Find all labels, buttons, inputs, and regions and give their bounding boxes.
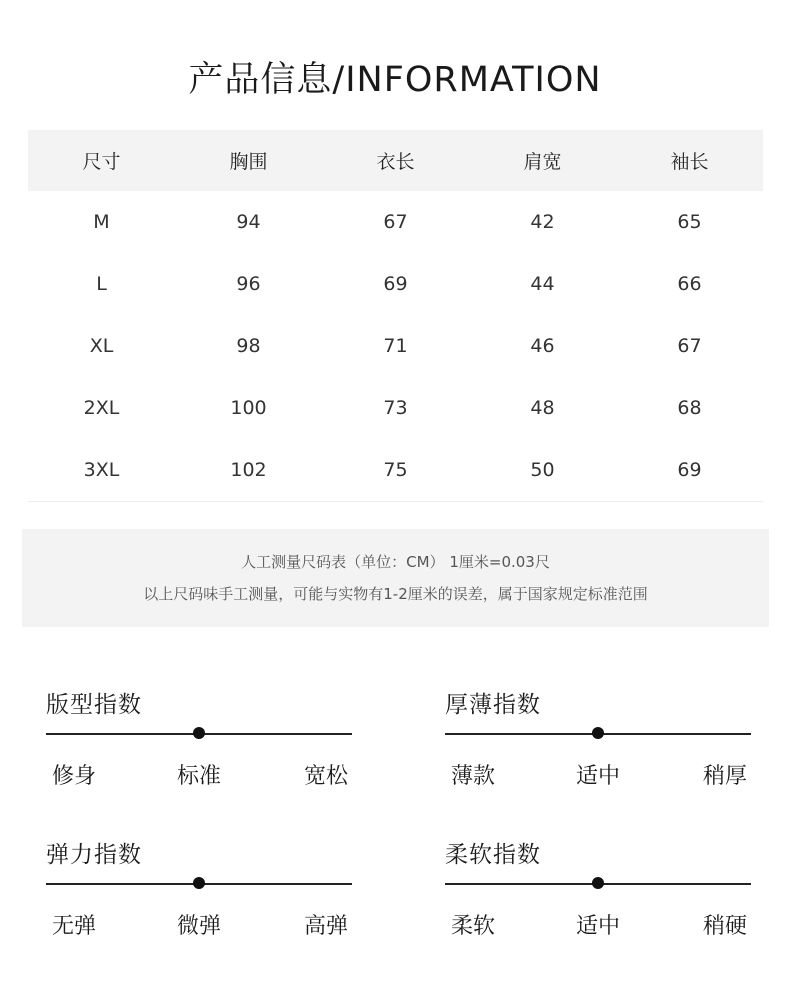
table-header-row [28, 130, 763, 191]
table-row [28, 253, 763, 315]
cell-shoulder: 50 [469, 439, 616, 502]
header-length: 衣长 [322, 130, 469, 191]
thickness-index-marker [592, 727, 604, 739]
fit-option-slim: 修身 [52, 764, 97, 789]
table-row [28, 315, 763, 377]
fit-index-label: 版型指数 [46, 692, 142, 718]
header-size: 尺寸 [28, 130, 175, 191]
elasticity-option-none: 无弹 [52, 914, 97, 939]
page-title: 产品信息/INFORMATION [188, 60, 602, 100]
cell-length: 71 [383, 335, 408, 357]
header-chest: 胸围 [175, 130, 322, 191]
elasticity-option-high: 高弹 [303, 914, 348, 939]
cell-sleeve: 67 [677, 335, 702, 357]
note-line-disclaimer: 以上尺码味手工测量，可能与实物有1-2厘米的误差，属于国家规定标准范围 [143, 585, 648, 603]
header-shoulder: 肩宽 [469, 130, 616, 191]
table-row [28, 439, 763, 502]
softness-index [445, 836, 751, 956]
softness-index-label: 柔软指数 [445, 842, 541, 868]
cell-length: 73 [383, 397, 408, 419]
table-row [28, 191, 763, 253]
cell-sleeve: 68 [677, 397, 702, 419]
thickness-option-medium: 适中 [575, 764, 621, 789]
cell-shoulder: 44 [530, 273, 555, 295]
softness-option-firm: 稍硬 [702, 914, 747, 939]
note-line-unit: 人工测量尺码表（单位：CM） 1厘米=0.03尺 [241, 553, 550, 571]
cell-shoulder: 48 [530, 397, 555, 419]
cell-size: 3XL [28, 439, 175, 502]
elasticity-index-label: 弹力指数 [46, 842, 142, 868]
cell-shoulder: 42 [530, 211, 555, 233]
elasticity-option-slight: 微弹 [176, 914, 222, 939]
cell-length: 75 [322, 439, 469, 502]
measurement-note [22, 529, 769, 627]
cell-length: 67 [383, 211, 408, 233]
cell-chest: 96 [236, 273, 261, 295]
cell-length: 69 [383, 273, 408, 295]
cell-chest: 100 [230, 397, 267, 419]
softness-option-soft: 柔软 [451, 914, 496, 939]
size-table [28, 130, 763, 502]
softness-option-medium: 适中 [575, 914, 621, 939]
fit-option-loose: 宽松 [303, 764, 348, 789]
cell-size: L [96, 273, 107, 295]
fit-index [46, 686, 352, 806]
cell-size: M [93, 211, 110, 233]
cell-chest: 102 [175, 439, 322, 502]
thickness-option-thick: 稍厚 [702, 764, 747, 789]
thickness-option-thin: 薄款 [451, 764, 496, 789]
thickness-index-label: 厚薄指数 [445, 692, 541, 718]
elasticity-index [46, 836, 352, 956]
cell-chest: 94 [236, 211, 261, 233]
table-row [28, 377, 763, 439]
cell-sleeve: 66 [677, 273, 702, 295]
thickness-index [445, 686, 751, 806]
fit-index-marker [193, 727, 205, 739]
cell-size: 2XL [83, 397, 120, 419]
cell-chest: 98 [236, 335, 261, 357]
cell-size: XL [89, 335, 114, 357]
fit-option-standard: 标准 [176, 764, 222, 789]
softness-index-marker [592, 877, 604, 889]
cell-sleeve: 65 [677, 211, 702, 233]
elasticity-index-marker [193, 877, 205, 889]
header-sleeve: 袖长 [616, 130, 763, 191]
cell-sleeve: 69 [616, 439, 763, 502]
cell-shoulder: 46 [530, 335, 555, 357]
